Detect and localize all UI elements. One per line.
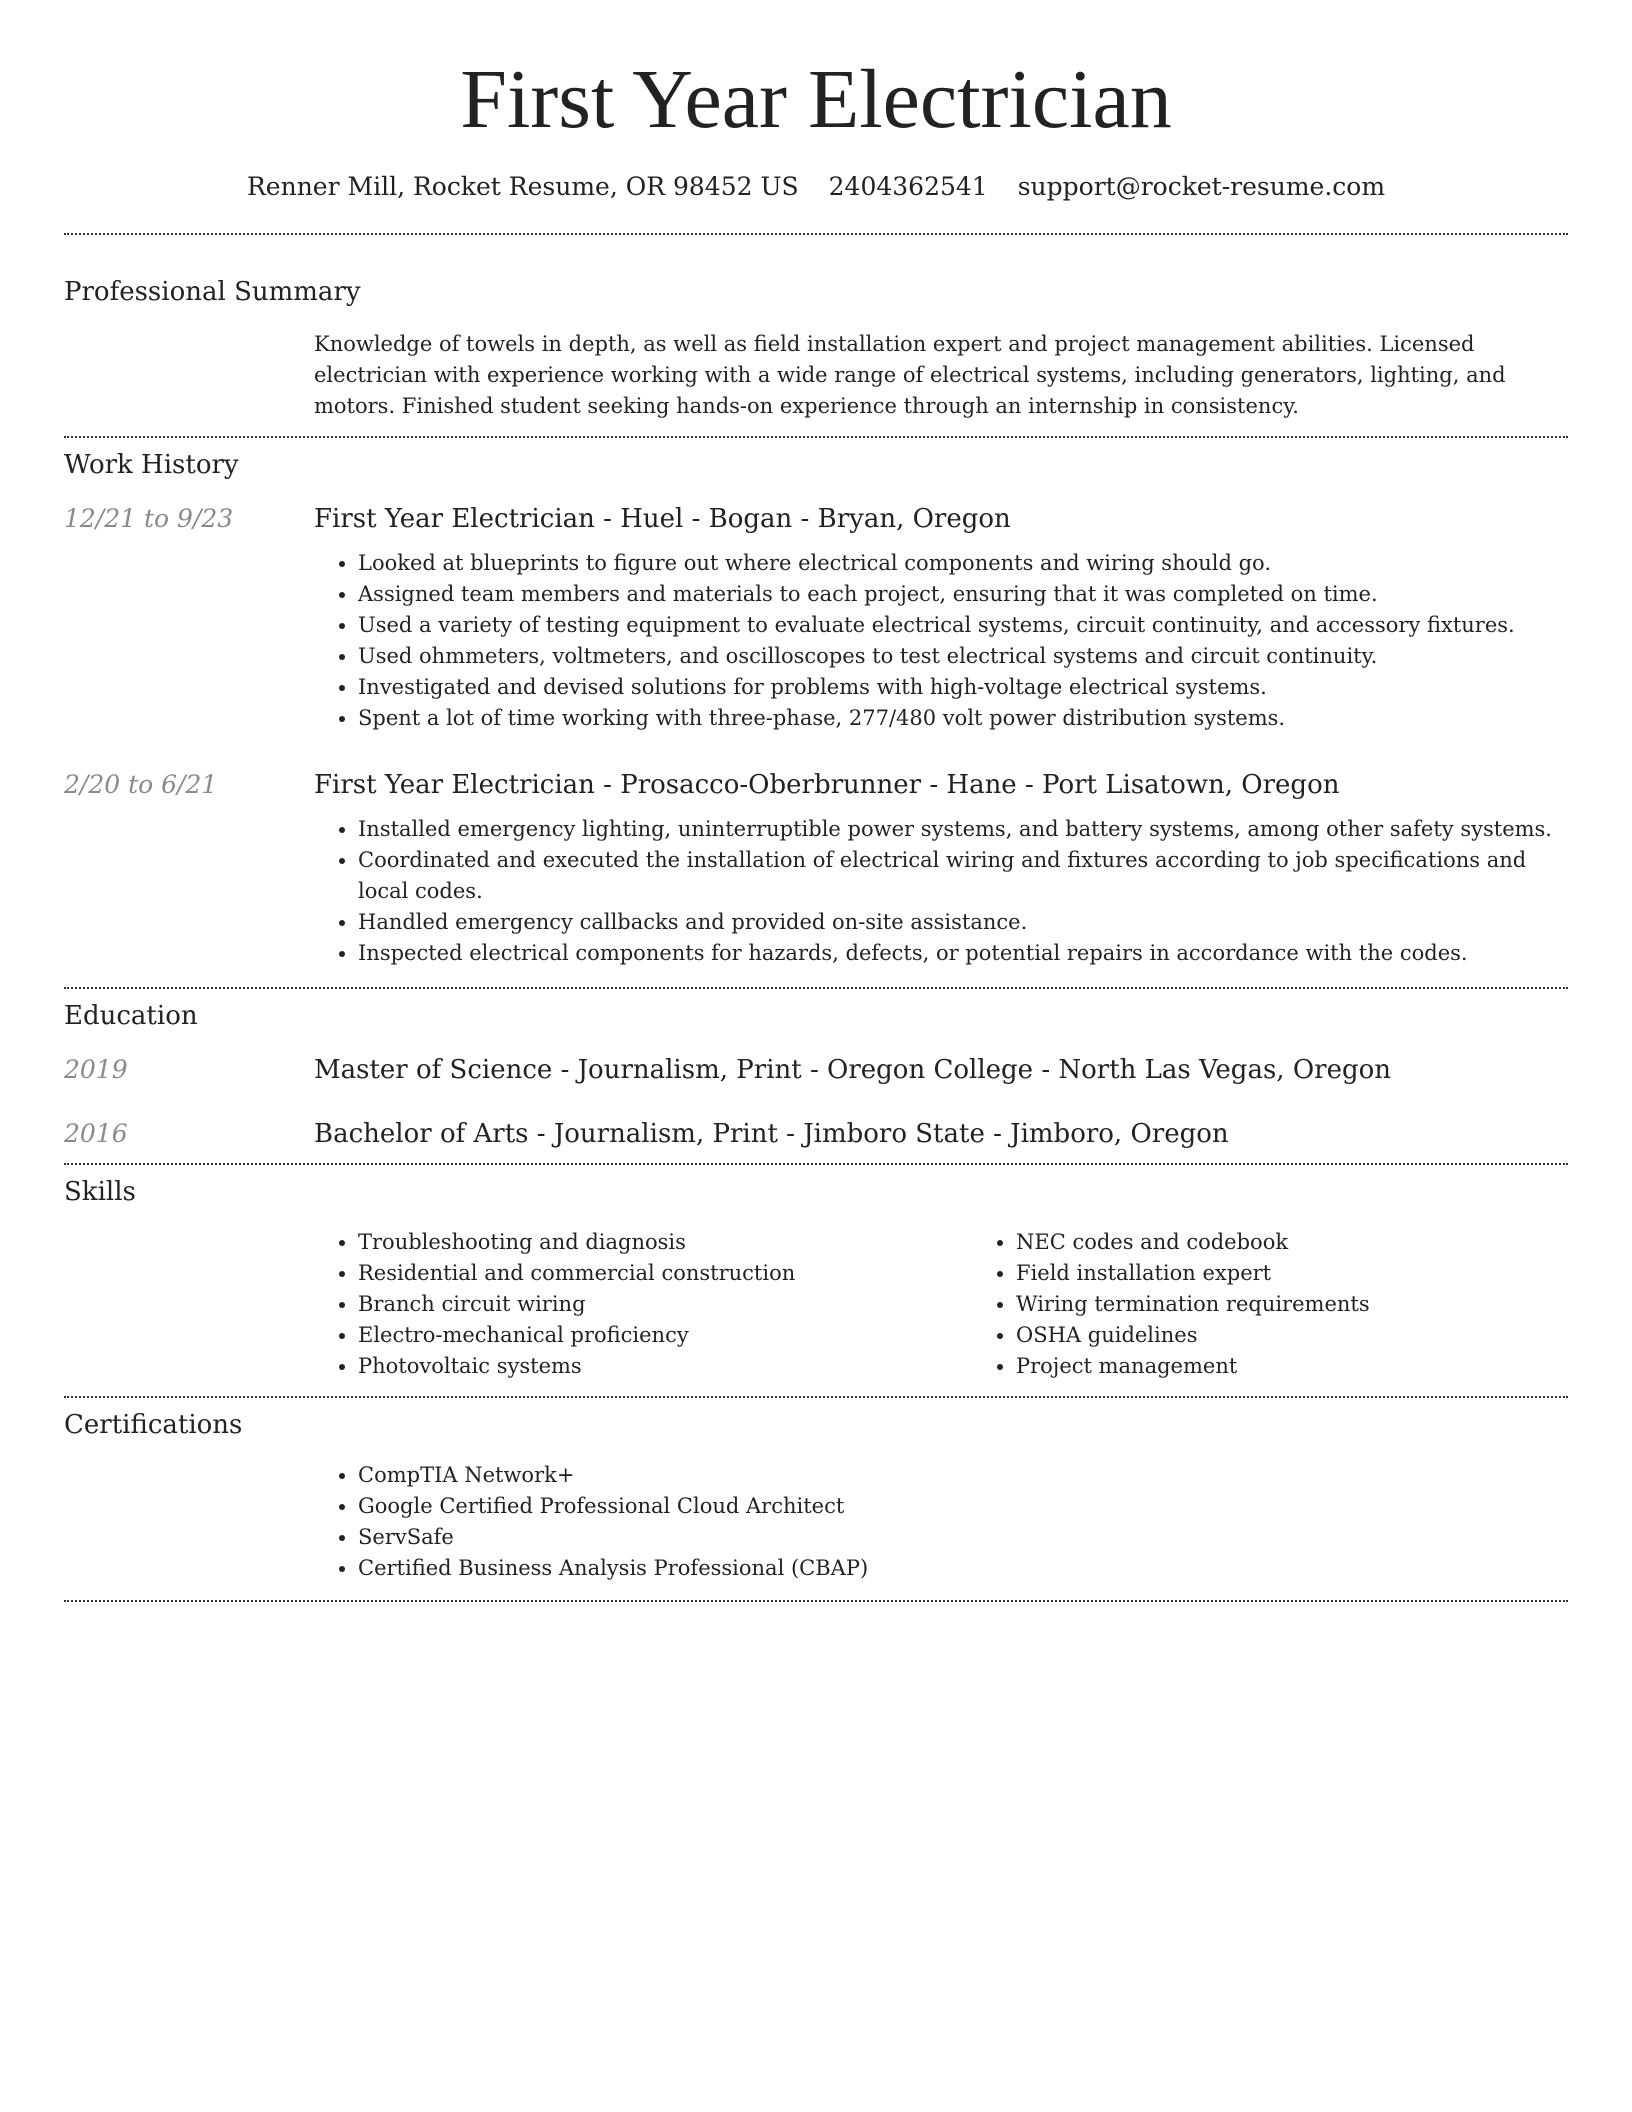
resume-page bbox=[64, 0, 1568, 1602]
job-bullets bbox=[314, 548, 1568, 734]
job-bullets bbox=[314, 814, 1568, 969]
section-title-summary: Professional Summary bbox=[64, 277, 361, 307]
section-summary bbox=[64, 235, 1568, 422]
list-item: • Inspected electrical components for hazards, defects, or potential repairs in accordance with the codes. bbox=[358, 938, 1568, 969]
certifications-list bbox=[314, 1460, 1568, 1584]
skills-grid bbox=[314, 1227, 1630, 1382]
section-title-certifications: Certifications bbox=[64, 1410, 243, 1440]
contact-line bbox=[64, 172, 1568, 201]
list-item: • Investigated and devised solutions for problems with high-voltage electrical systems. bbox=[358, 672, 1568, 703]
list-item: • OSHA guidelines bbox=[1016, 1320, 1630, 1351]
skills-list-left bbox=[314, 1227, 972, 1382]
list-item: • CompTIA Network+ bbox=[358, 1460, 1568, 1491]
list-item: • Looked at blueprints to figure out where electrical components and wiring should go. bbox=[358, 548, 1568, 579]
education-degree: Bachelor of Arts - Journalism, Print - Jimboro State - Jimboro, Oregon bbox=[314, 1119, 1229, 1149]
list-item: • Google Certified Professional Cloud Architect bbox=[358, 1491, 1568, 1522]
education-year: 2019 bbox=[64, 1055, 128, 1084]
list-item: • Coordinated and executed the installation of electrical wiring and fixtures according to job specifications and local codes. bbox=[358, 845, 1568, 907]
job-dates: 12/21 to 9/23 bbox=[64, 504, 234, 533]
education-year: 2016 bbox=[64, 1119, 128, 1148]
list-item: • NEC codes and codebook bbox=[1016, 1227, 1630, 1258]
summary-text: Knowledge of towels in depth, as well as field installation expert and project management abilities. Licensed electrician with experience working with a wide range of electrical systems, including generators, lighting, and motors. Finished student seeking hands-on experience through an internship in consistency. bbox=[314, 332, 1506, 418]
list-item: • Used a variety of testing equipment to evaluate electrical systems, circuit continuity, and accessory fixtures. bbox=[358, 610, 1568, 641]
education-entry bbox=[64, 1055, 1568, 1085]
contact-email: support@rocket-resume.com bbox=[1017, 172, 1386, 201]
list-item: • Field installation expert bbox=[1016, 1258, 1630, 1289]
list-item: • Assigned team members and materials to each project, ensuring that it was completed on time. bbox=[358, 579, 1568, 610]
list-item: • Certified Business Analysis Professional (CBAP) bbox=[358, 1553, 1568, 1584]
section-education bbox=[64, 989, 1568, 1149]
list-item: • Spent a lot of time working with three-phase, 277/480 volt power distribution systems. bbox=[358, 703, 1568, 734]
education-degree: Master of Science - Journalism, Print - Oregon College - North Las Vegas, Oregon bbox=[314, 1055, 1391, 1085]
skills-list-right bbox=[972, 1227, 1630, 1382]
divider bbox=[64, 1600, 1568, 1602]
list-item: • Project management bbox=[1016, 1351, 1630, 1382]
job-title: First Year Electrician - Huel - Bogan - Bryan, Oregon bbox=[314, 504, 1011, 534]
section-title-education: Education bbox=[64, 1001, 198, 1031]
section-certifications bbox=[64, 1398, 1568, 1584]
section-title-skills: Skills bbox=[64, 1177, 136, 1207]
contact-address: Renner Mill, Rocket Resume, OR 98452 US bbox=[246, 172, 799, 201]
section-skills bbox=[64, 1165, 1568, 1382]
job-entry bbox=[64, 770, 1568, 969]
list-item: • Residential and commercial construction bbox=[358, 1258, 972, 1289]
list-item: • ServSafe bbox=[358, 1522, 1568, 1553]
list-item: • Handled emergency callbacks and provided on-site assistance. bbox=[358, 907, 1568, 938]
list-item: • Photovoltaic systems bbox=[358, 1351, 972, 1382]
job-dates: 2/20 to 6/21 bbox=[64, 770, 218, 799]
education-entry bbox=[64, 1119, 1568, 1149]
list-item: • Installed emergency lighting, uninterruptible power systems, and battery systems, among other safety systems. bbox=[358, 814, 1568, 845]
section-title-work: Work History bbox=[64, 450, 239, 480]
section-work-history bbox=[64, 438, 1568, 969]
resume-name: First Year Electrician bbox=[460, 53, 1172, 146]
list-item: • Troubleshooting and diagnosis bbox=[358, 1227, 972, 1258]
list-item: • Branch circuit wiring bbox=[358, 1289, 972, 1320]
list-item: • Electro-mechanical proficiency bbox=[358, 1320, 972, 1351]
contact-phone: 2404362541 bbox=[828, 172, 988, 201]
list-item: • Wiring termination requirements bbox=[1016, 1289, 1630, 1320]
job-entry bbox=[64, 504, 1568, 734]
job-title: First Year Electrician - Prosacco-Oberbrunner - Hane - Port Lisatown, Oregon bbox=[314, 770, 1340, 800]
list-item: • Used ohmmeters, voltmeters, and oscilloscopes to test electrical systems and circuit continuity. bbox=[358, 641, 1568, 672]
